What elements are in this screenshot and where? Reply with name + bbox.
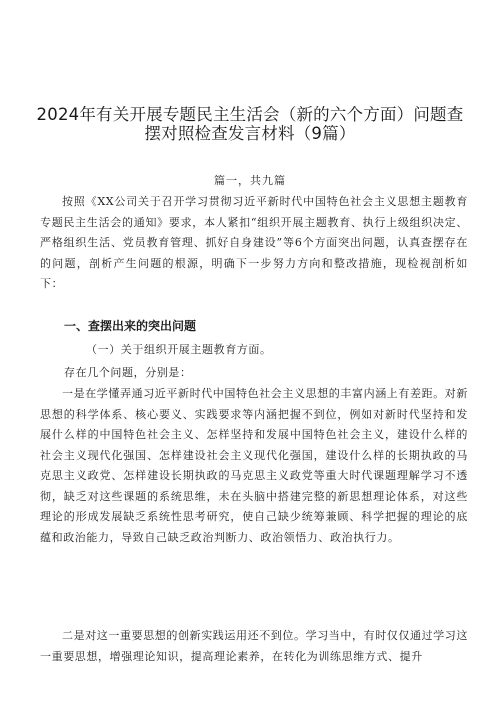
document-title-line1: 2024年有关开展专题民主生活会（新的六个方面）问题查 [36, 105, 464, 124]
intro-paragraph: 按照《XX公司关于召开学习贯彻习近平新时代中国特色社会主义思想主题教育专题民主生活会的通知》要求，本人紧扣“组织开展主题教育、执行上级组织决定、严格组织生活、党员教育管理、抓好自身建设”等6个方面突出问题，认真查摆存在的问题，剖析产生问题的根源，明确下一步努力方向和整改措施，现检视剖析如下： [40, 195, 468, 290]
part-indicator: 篇一，共九篇 [214, 174, 286, 187]
lead-sentence: 存在几个问题，分别是： [64, 366, 192, 379]
section-heading: 一、查摆出来的突出问题 [64, 319, 197, 333]
subsection-heading: （一）关于组织开展主题教育方面。 [86, 343, 272, 356]
document-title-line2: 摆对照检查发言材料（9篇） [144, 124, 356, 143]
paragraph-point-two: 二是对这一重要思想的创新实践运用还不到位。学习当中，有时仅仅通过学习这一重要思想，增强理论知识，提高理论素养，在转化为训练思维方式、提升 [40, 629, 468, 663]
paragraph-point-one: 一是在学懂弄通习近平新时代中国特色社会主义思想的丰富内涵上有差距。对新思想的科学体系、核心要义、实践要求等内涵把握不到位，例如对新时代坚持和发展什么样的中国特色社会主义、怎样坚持和发展中国特色社会主义，建设什么样的社会主义现代化强国、怎样建设社会主义现代化强国，建设什么样的长期执政的马克思主义政党、怎样建设长期执政的马克思主义政党等重大时代课题理解学习不透彻，缺乏对这些课题的系统思维，未在头脑中搭建完整的新思想理论体系，对这些理论的形成发展缺乏系统性思考研究，使自己缺少统筹兼顾、科学把握的理论的底蕴和政治能力，导致自己缺乏政治判断力、政治领悟力、政治执行力。 [40, 387, 468, 544]
